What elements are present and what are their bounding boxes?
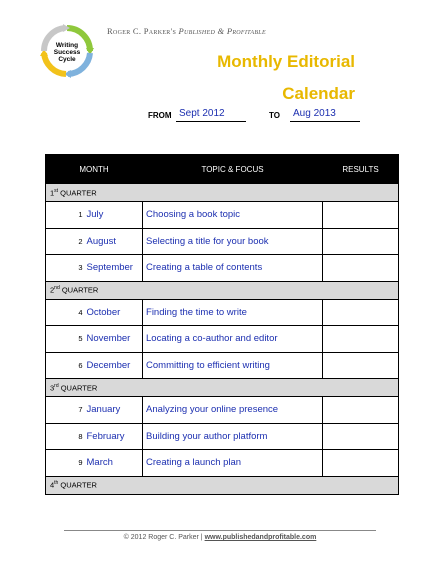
results-cell[interactable] xyxy=(323,397,399,424)
quarter-text: QUARTER xyxy=(59,285,99,295)
month-cell: January xyxy=(86,397,143,424)
calendar-table xyxy=(45,154,399,495)
quarter-number: 1 xyxy=(50,188,55,198)
quarter-ordinal: nd xyxy=(54,285,60,292)
quarter-label xyxy=(46,379,399,397)
results-cell[interactable] xyxy=(323,326,399,353)
month-cell: February xyxy=(86,423,143,450)
topic-cell: Committing to efficient writing xyxy=(143,352,323,379)
page-title-line1: Monthly Editorial xyxy=(217,52,355,71)
results-cell[interactable] xyxy=(323,255,399,282)
quarter-label xyxy=(46,184,399,202)
topic-cell: Building your author platform xyxy=(143,423,323,450)
results-cell[interactable] xyxy=(323,299,399,326)
row-number: 7 xyxy=(46,397,86,424)
writing-success-cycle-logo xyxy=(34,22,100,80)
table-row xyxy=(46,228,399,255)
quarter-row xyxy=(46,281,399,299)
results-cell[interactable] xyxy=(323,352,399,379)
header-topic: TOPIC & FOCUS xyxy=(143,155,323,184)
table-row xyxy=(46,450,399,477)
quarter-ordinal: st xyxy=(54,187,59,194)
topic-cell: Choosing a book topic xyxy=(143,202,323,229)
header-month: MONTH xyxy=(46,155,143,184)
month-cell: December xyxy=(86,352,143,379)
topic-cell: Creating a launch plan xyxy=(143,450,323,477)
logo-text-line1: Writing xyxy=(55,42,79,49)
header-results: RESULTS xyxy=(323,155,399,184)
footer-divider xyxy=(64,530,376,531)
table-row xyxy=(46,299,399,326)
quarter-ordinal: rd xyxy=(54,382,59,389)
calendar-body xyxy=(46,184,399,495)
results-cell[interactable] xyxy=(323,202,399,229)
results-cell[interactable] xyxy=(323,450,399,477)
row-number: 8 xyxy=(46,423,86,450)
table-row xyxy=(46,397,399,424)
quarter-text: QUARTER xyxy=(58,383,98,393)
results-cell[interactable] xyxy=(323,423,399,450)
topic-cell: Creating a table of contents xyxy=(143,255,323,282)
row-number: 2 xyxy=(46,228,86,255)
topic-cell: Locating a co-author and editor xyxy=(143,326,323,353)
table-row xyxy=(46,255,399,282)
footer xyxy=(0,534,440,541)
table-row xyxy=(46,326,399,353)
month-cell: August xyxy=(86,228,143,255)
quarter-number: 2 xyxy=(50,285,55,295)
table-row xyxy=(46,202,399,229)
row-number: 3 xyxy=(46,255,86,282)
month-cell: November xyxy=(86,326,143,353)
row-number: 5 xyxy=(46,326,86,353)
brand-publication: Published & Profitable xyxy=(178,26,266,36)
footer-link[interactable]: www.publishedandprofitable.com xyxy=(204,534,317,541)
quarter-ordinal: th xyxy=(54,480,59,487)
quarter-text: QUARTER xyxy=(58,188,97,198)
quarter-text: QUARTER xyxy=(58,480,97,490)
footer-copyright: © 2012 Roger C. Parker | xyxy=(123,534,205,541)
table-row xyxy=(46,423,399,450)
table-header-row xyxy=(46,155,399,184)
from-label: FROM xyxy=(148,111,172,120)
brand-line xyxy=(107,26,266,36)
row-number: 6 xyxy=(46,352,86,379)
to-value: Aug 2013 xyxy=(290,108,360,122)
quarter-row xyxy=(46,379,399,397)
month-cell: March xyxy=(86,450,143,477)
month-cell: July xyxy=(86,202,143,229)
quarter-label xyxy=(46,281,399,299)
results-cell[interactable] xyxy=(323,228,399,255)
page-title-line2: Calendar xyxy=(282,84,355,103)
row-number: 4 xyxy=(46,299,86,326)
row-number: 9 xyxy=(46,450,86,477)
logo-text-line3: Cycle xyxy=(58,56,76,63)
topic-cell: Finding the time to write xyxy=(143,299,323,326)
table-row xyxy=(46,352,399,379)
quarter-label xyxy=(46,476,399,494)
topic-cell: Analyzing your online presence xyxy=(143,397,323,424)
to-label: TO xyxy=(269,111,280,120)
logo-text-line2: Success xyxy=(53,49,81,56)
brand-author: Roger C. Parker's xyxy=(107,26,179,36)
month-cell: October xyxy=(86,299,143,326)
quarter-number: 4 xyxy=(50,480,55,490)
topic-cell: Selecting a title for your book xyxy=(143,228,323,255)
from-value: Sept 2012 xyxy=(176,108,246,122)
quarter-row xyxy=(46,476,399,494)
quarter-row xyxy=(46,184,399,202)
quarter-number: 3 xyxy=(50,383,55,393)
month-cell: September xyxy=(86,255,143,282)
row-number: 1 xyxy=(46,202,86,229)
